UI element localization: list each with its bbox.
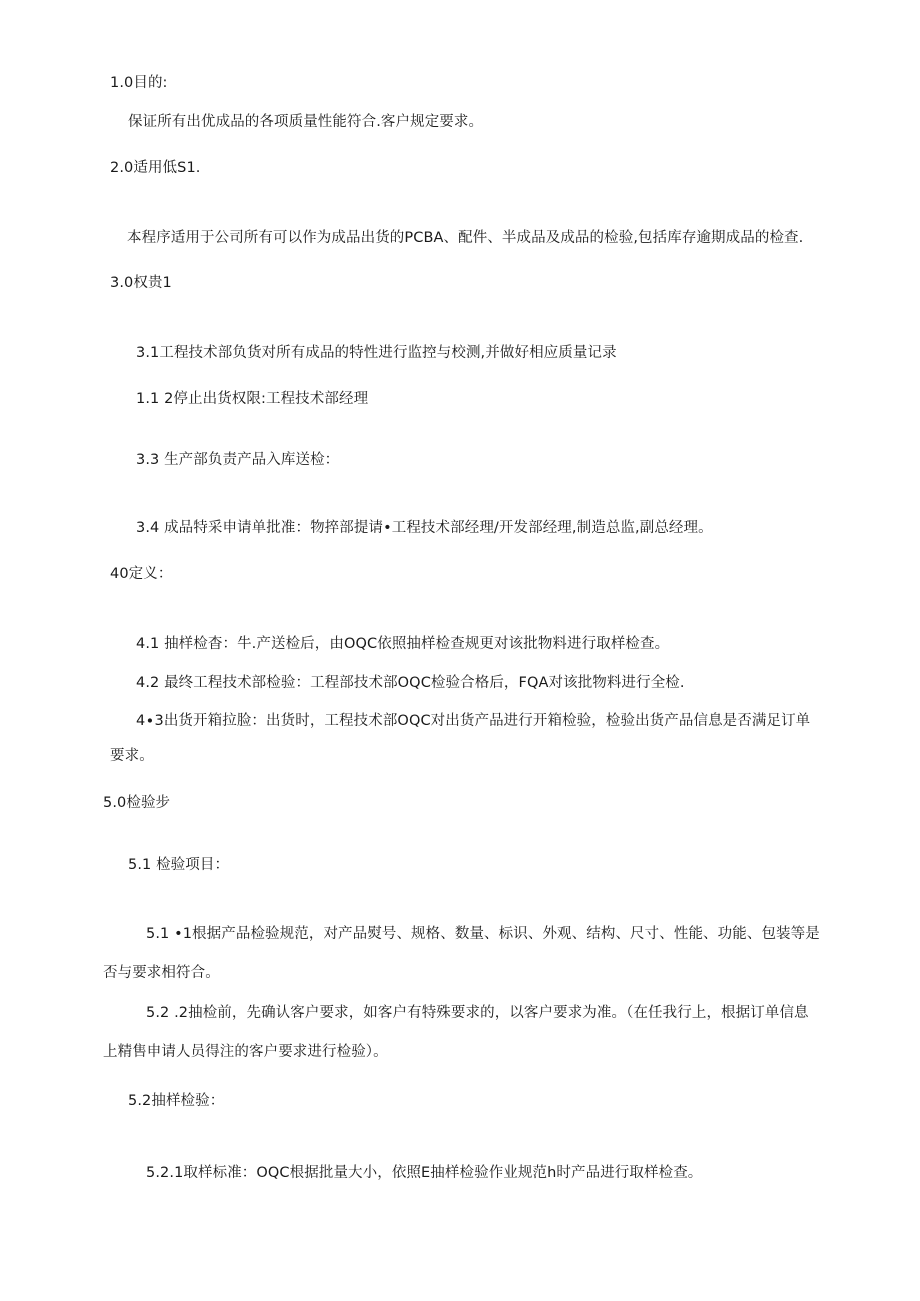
item-5-1-2: 5.2 .2抽检前，先确认客户要求，如客户有特殊要求的，以客户要求为准。（在任我行上，根据订单信息 bbox=[146, 1005, 809, 1021]
heading-inspection-steps: 5.0检验步 bbox=[103, 795, 171, 811]
heading-definition: 40定义： bbox=[110, 566, 173, 582]
item-3-3: 3.3 生产部负责产品入库送检： bbox=[136, 452, 340, 468]
heading-responsibility: 3.0权贵1 bbox=[110, 275, 172, 291]
item-4-1: 4.1 抽样检杳：牛.产送检后，由OQC依照抽样检查规更对该批物料进行取样检查。 bbox=[136, 636, 670, 652]
item-3-4: 3.4 成品特采申请单批准：物捽部提请•工程技术部经理/开发部经理,制造总监,副总经理。 bbox=[136, 520, 713, 536]
item-5-2-1: 5.2.1取样标准：OQC根据批量大小，依照E抽样检验作业规范h时产品进行取样检查。 bbox=[146, 1165, 703, 1181]
item-5-1: 5.1 检验项目： bbox=[128, 857, 230, 873]
item-5-2: 5.2抽样检验： bbox=[128, 1093, 225, 1109]
item-5-1-1-continued: 否与要求相符合。 bbox=[103, 965, 220, 981]
item-3-2: 1.1 2停止出货权限:工程技术部经理 bbox=[136, 391, 369, 407]
item-4-3-continued: 要求。 bbox=[110, 748, 154, 764]
heading-purpose: 1.0目的: bbox=[110, 75, 168, 91]
item-3-1: 3.1工程技术部负货对所有成品的特性进行监控与校测,并做好相应质量记录 bbox=[136, 345, 617, 361]
heading-scope: 2.0适用低S1. bbox=[110, 160, 201, 176]
paragraph-purpose: 保证所有出优成品的各项质量性能符合.客户规定要求。 bbox=[128, 114, 484, 130]
item-5-1-1: 5.1 •1根据产品检验规范，对产品熨号、规格、数量、标识、外观、结构、尺寸、性能、功能、包装等是 bbox=[146, 926, 820, 942]
item-5-1-2-continued: 上精售申请人员得注的客户要求进行检验）。 bbox=[103, 1044, 388, 1060]
item-4-3: 4∙3出货开箱拉脸：出货时，工程技术部OQC对出货产品进行开箱检验，检验出货产品信息是否满足订单 bbox=[136, 713, 811, 729]
item-4-2: 4.2 最终工程技术部检验：工程部技术部OQC检验合格后，FQA对该批物料进行全检. bbox=[136, 675, 685, 691]
paragraph-scope: 本程序适用于公司所有可以作为成品出货的PCBA、配件、半成品及成品的检验,包括库存逾期成品的检查. bbox=[127, 230, 804, 246]
